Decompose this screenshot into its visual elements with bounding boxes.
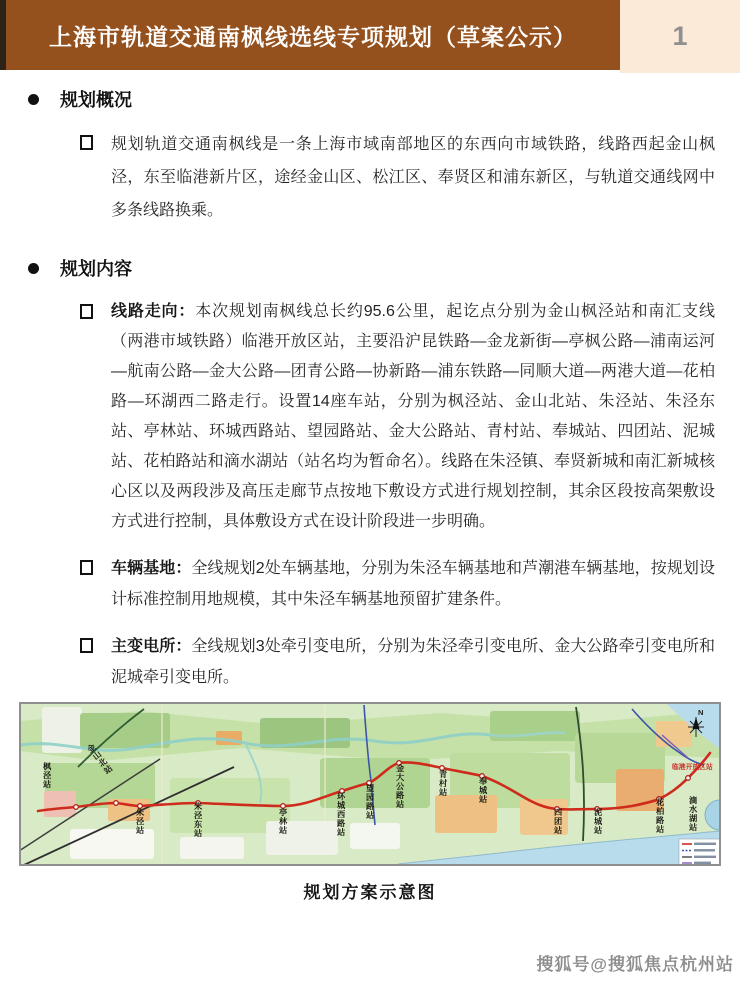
paragraph bbox=[111, 297, 715, 537]
paragraph bbox=[111, 631, 715, 693]
page-number-box bbox=[620, 0, 740, 73]
map-caption: 规划方案示意图 bbox=[303, 883, 437, 902]
station-label: 亭林站 bbox=[279, 808, 288, 835]
list-item bbox=[80, 128, 715, 227]
list-item-depots bbox=[80, 553, 715, 615]
station-label: 奉城站 bbox=[479, 777, 488, 804]
header-bar bbox=[0, 0, 620, 70]
square-bullet-icon bbox=[80, 560, 93, 575]
list-item-substations bbox=[80, 631, 715, 693]
station-label: 朱泾东站 bbox=[194, 802, 203, 838]
item-label: 主变电所： bbox=[111, 638, 192, 655]
item-label: 车辆基地： bbox=[111, 560, 192, 577]
map-legend bbox=[679, 839, 720, 865]
square-bullet-icon bbox=[80, 638, 93, 653]
section-heading-row bbox=[25, 86, 715, 112]
station-label: 枫泾站 bbox=[43, 762, 52, 789]
document-body bbox=[25, 86, 715, 787]
route-map bbox=[19, 702, 721, 866]
station-label: 金大公路站 bbox=[396, 764, 405, 809]
square-bullet-icon bbox=[80, 135, 93, 150]
station-dot bbox=[114, 801, 119, 806]
section-planning-content bbox=[25, 255, 715, 771]
terminus-label: 临港开放区站 bbox=[672, 764, 713, 771]
paragraph bbox=[111, 128, 715, 227]
station-label: 朱泾站 bbox=[136, 808, 145, 835]
station-label: 泥城站 bbox=[594, 808, 603, 835]
item-text: 全线规划3处牵引变电所，分别为朱泾牵引变电所、金大公路牵引变电所和泥城牵引变电所。 bbox=[111, 638, 715, 686]
list-item-route bbox=[80, 297, 715, 537]
paragraph bbox=[111, 553, 715, 615]
station-label: 滴水湖站 bbox=[689, 796, 698, 832]
station-label: 环城西路站 bbox=[337, 792, 346, 837]
item-text: 本次规划南枫线总长约95.6公里，起讫点分别为金山枫泾站和南汇支线（两港市域铁路）临港开放区站，主要沿沪昆铁路—金龙新街—亭枫公路—浦南运河—航南公路—金大公路—团青公路—协新路—浦东铁路—同顺大道—两港大道—花柏路—环湖西二路走行。设置14座车站，分别为枫泾站、金山北站、朱泾站、朱泾东站、亭林站、环城西路站、望园路站、金大公路站、青村站、奉城站、四团站、泥城站、花柏路站和滴水湖站（站名均为暂命名）。线路在朱泾镇、奉贤新城和南汇新城核心区以及两段涉及高压走廊节点按地下敷设方式进行规划控制，其余区段按高架敷设方式进行控制，具体敷设方式在设计阶段进一步明确。 bbox=[111, 303, 715, 530]
section-heading: 规划概况 bbox=[60, 90, 132, 110]
item-text: 规划轨道交通南枫线是一条上海市域南部地区的东西向市域铁路，线路西起金山枫泾，东至临港新片区，途经金山区、松江区、奉贤区和浦东新区，与轨道交通线网中多条线路换乘。 bbox=[111, 136, 715, 219]
station-label: 望园路站 bbox=[366, 784, 375, 820]
watermark: 搜狐号@搜狐焦点杭州站 bbox=[536, 955, 734, 974]
section-planning-overview bbox=[25, 86, 715, 227]
station-dot bbox=[686, 776, 691, 781]
station-label: 青村站 bbox=[439, 770, 448, 797]
station-label: 花柏路站 bbox=[656, 798, 665, 834]
section-heading: 规划内容 bbox=[60, 259, 132, 279]
station-dot bbox=[74, 805, 79, 810]
item-label: 线路走向： bbox=[111, 303, 196, 320]
bullet-icon bbox=[28, 263, 39, 274]
svg-text:N: N bbox=[698, 708, 704, 717]
dishui-lake bbox=[705, 800, 720, 830]
item-text: 全线规划2处车辆基地，分别为朱泾车辆基地和芦潮港车辆基地，按规划设计标准控制用地规模，其中朱泾车辆基地预留扩建条件。 bbox=[111, 560, 715, 608]
square-bullet-icon bbox=[80, 304, 93, 319]
bullet-icon bbox=[28, 94, 39, 105]
station-label: 金山北站 bbox=[85, 742, 115, 776]
page-number: 1 bbox=[672, 21, 688, 51]
station-label: 四团站 bbox=[554, 808, 563, 835]
page-title: 上海市轨道交通南枫线选线专项规划（草案公示） bbox=[49, 23, 577, 50]
section-heading-row bbox=[25, 255, 715, 281]
